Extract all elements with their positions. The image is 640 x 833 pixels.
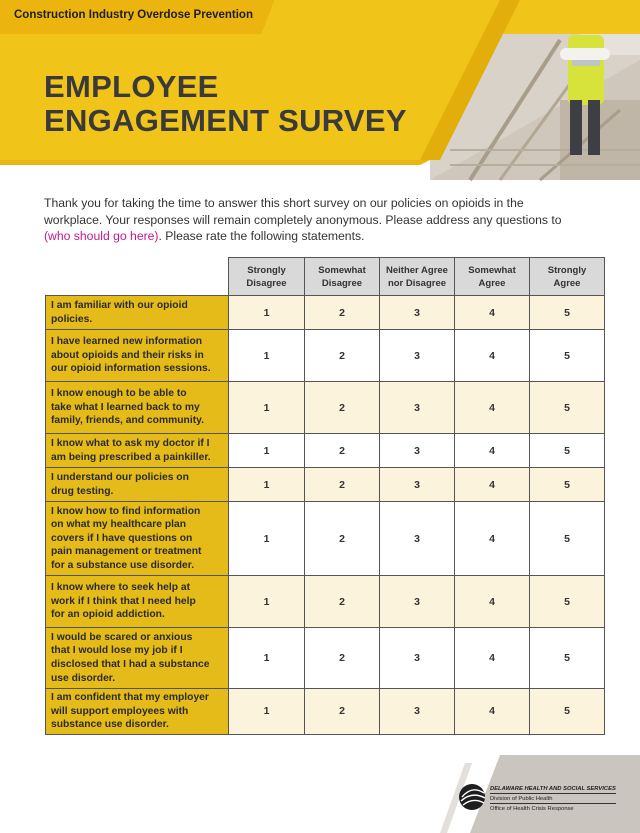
rating-option[interactable]: 1	[229, 628, 305, 689]
column-header-line: Agree	[478, 277, 506, 289]
rating-option[interactable]: 4	[455, 434, 530, 468]
statement-line: covers if I have questions on	[51, 532, 193, 544]
statement-line: I know how to find information	[51, 505, 201, 517]
statement-line: I have learned new information	[51, 336, 203, 348]
table-row	[46, 468, 605, 502]
rating-option[interactable]: 4	[455, 330, 530, 382]
rating-option[interactable]: 1	[229, 330, 305, 382]
table-row	[46, 576, 605, 628]
rating-option[interactable]: 4	[455, 502, 530, 576]
column-header	[455, 258, 530, 296]
column-header	[380, 258, 455, 296]
rating-option[interactable]: 5	[530, 434, 605, 468]
rating-option[interactable]: 1	[229, 296, 305, 330]
column-header-line: Strongly	[547, 264, 587, 276]
rating-option[interactable]: 3	[380, 576, 455, 628]
column-header	[229, 258, 305, 296]
statement-line: I would be scared or anxious	[51, 631, 193, 643]
rating-option[interactable]: 4	[455, 296, 530, 330]
statement-line: family, friends, and community.	[51, 415, 204, 427]
rating-option[interactable]: 5	[530, 502, 605, 576]
statement-line: about opioids and their risks in	[51, 349, 204, 361]
rating-option[interactable]: 5	[530, 576, 605, 628]
rating-option[interactable]: 2	[305, 576, 380, 628]
column-header-line: Strongly	[247, 264, 286, 276]
rating-option[interactable]: 1	[229, 576, 305, 628]
table-row	[46, 382, 605, 434]
statement-cell	[46, 628, 229, 689]
office-name: Office of Health Crisis Response	[490, 803, 616, 813]
statement-line: I am familiar with our opioid	[51, 299, 188, 311]
rating-option[interactable]: 1	[229, 434, 305, 468]
statement-line: use disorder.	[51, 672, 116, 684]
statement-line: I know enough to be able to	[51, 388, 187, 400]
rating-option[interactable]: 2	[305, 468, 380, 502]
rating-option[interactable]: 2	[305, 382, 380, 434]
statement-cell	[46, 576, 229, 628]
statement-cell	[46, 689, 229, 735]
rating-option[interactable]: 4	[455, 468, 530, 502]
column-header	[305, 258, 380, 296]
statement-line: I know where to seek help at	[51, 582, 191, 594]
statement-line: on what my healthcare plan	[51, 519, 187, 531]
statement-line: work if I think that I need help	[51, 595, 196, 607]
dhss-logo-icon	[459, 784, 485, 810]
rating-option[interactable]: 3	[380, 628, 455, 689]
table-row	[46, 330, 605, 382]
rating-option[interactable]: 1	[229, 382, 305, 434]
rating-option[interactable]: 3	[380, 296, 455, 330]
intro-text-end: . Please rate the following statements.	[158, 229, 365, 243]
statement-line: take what I learned back to my	[51, 401, 200, 413]
rating-option[interactable]: 5	[530, 330, 605, 382]
table-header-row	[46, 258, 605, 296]
rating-option[interactable]: 2	[305, 502, 380, 576]
title-line-2: ENGAGEMENT SURVEY	[44, 103, 407, 138]
rating-option[interactable]: 4	[455, 628, 530, 689]
statement-cell	[46, 296, 229, 330]
rating-option[interactable]: 3	[380, 382, 455, 434]
statement-line: I am confident that my employer	[51, 692, 209, 703]
table-row	[46, 502, 605, 576]
column-header-line: Disagree	[321, 277, 363, 289]
rating-option[interactable]: 4	[455, 382, 530, 434]
rating-option[interactable]: 5	[530, 628, 605, 689]
rating-option[interactable]: 1	[229, 468, 305, 502]
column-header-line: Somewhat	[468, 264, 516, 276]
rating-option[interactable]: 2	[305, 434, 380, 468]
page-title	[44, 70, 407, 138]
statement-cell	[46, 330, 229, 382]
statement-line: pain management or treatment	[51, 546, 202, 558]
rating-option[interactable]: 1	[229, 502, 305, 576]
statement-cell	[46, 382, 229, 434]
statement-cell	[46, 502, 229, 576]
table-corner	[46, 258, 229, 296]
statement-line: disclosed that I had a substance	[51, 659, 210, 670]
dhss-text-block	[490, 785, 616, 813]
rating-option[interactable]: 2	[305, 689, 380, 735]
rating-option[interactable]: 3	[380, 468, 455, 502]
rating-option[interactable]: 3	[380, 434, 455, 468]
rating-option[interactable]: 2	[305, 628, 380, 689]
rating-option[interactable]: 2	[305, 330, 380, 382]
intro-text: Thank you for taking the time to answer this short survey on our policies on opioids in the workplace. Your responses will remain completely anonymous. Please address any questions to	[44, 196, 562, 227]
org-name: DELAWARE HEALTH AND SOCIAL SERVICES	[490, 786, 616, 792]
statement-line: I know what to ask my doctor if I	[51, 437, 210, 449]
rating-table	[45, 257, 605, 735]
rating-option[interactable]: 2	[305, 296, 380, 330]
statement-line: policies.	[51, 313, 93, 325]
title-line-1: EMPLOYEE	[44, 69, 219, 104]
statement-line: for an opioid addiction.	[51, 609, 165, 621]
statement-line: that I would lose my job if I	[51, 645, 183, 657]
statement-line: our opioid information sessions.	[51, 363, 211, 375]
rating-option[interactable]: 1	[229, 689, 305, 735]
column-header-line: Disagree	[246, 277, 287, 289]
table-row	[46, 434, 605, 468]
rating-option[interactable]: 3	[380, 689, 455, 735]
rating-option[interactable]: 3	[380, 330, 455, 382]
column-header-line: Agree	[553, 277, 581, 289]
rating-option[interactable]: 5	[530, 382, 605, 434]
rating-option[interactable]: 4	[455, 689, 530, 735]
statement-cell	[46, 468, 229, 502]
rating-option[interactable]: 5	[530, 689, 605, 735]
page-header	[0, 0, 640, 190]
table-row	[46, 628, 605, 689]
statement-line: drug testing.	[51, 485, 114, 497]
rating-option[interactable]: 4	[455, 576, 530, 628]
column-header	[530, 258, 605, 296]
rating-option[interactable]: 5	[530, 296, 605, 330]
statement-line: I understand our policies on	[51, 471, 189, 483]
division-name: Division of Public Health	[490, 793, 616, 803]
column-header-line: Neither Agree	[386, 264, 448, 276]
table-row	[46, 296, 605, 330]
column-header-line: nor Disagree	[387, 277, 447, 289]
statement-line: will support employees with	[51, 705, 189, 717]
intro-paragraph	[44, 195, 584, 245]
table-row	[46, 689, 605, 735]
statement-line: substance use disorder.	[51, 719, 169, 731]
column-header-line: Somewhat	[318, 264, 366, 276]
statement-line: am being prescribed a painkiller.	[51, 451, 211, 463]
contact-placeholder: (who should go here)	[44, 229, 159, 243]
rating-option[interactable]: 5	[530, 468, 605, 502]
rating-option[interactable]: 3	[380, 502, 455, 576]
series-label: Construction Industry Overdose Prevention	[14, 9, 253, 21]
statement-cell	[46, 434, 229, 468]
statement-line: for a substance use disorder.	[51, 559, 195, 571]
